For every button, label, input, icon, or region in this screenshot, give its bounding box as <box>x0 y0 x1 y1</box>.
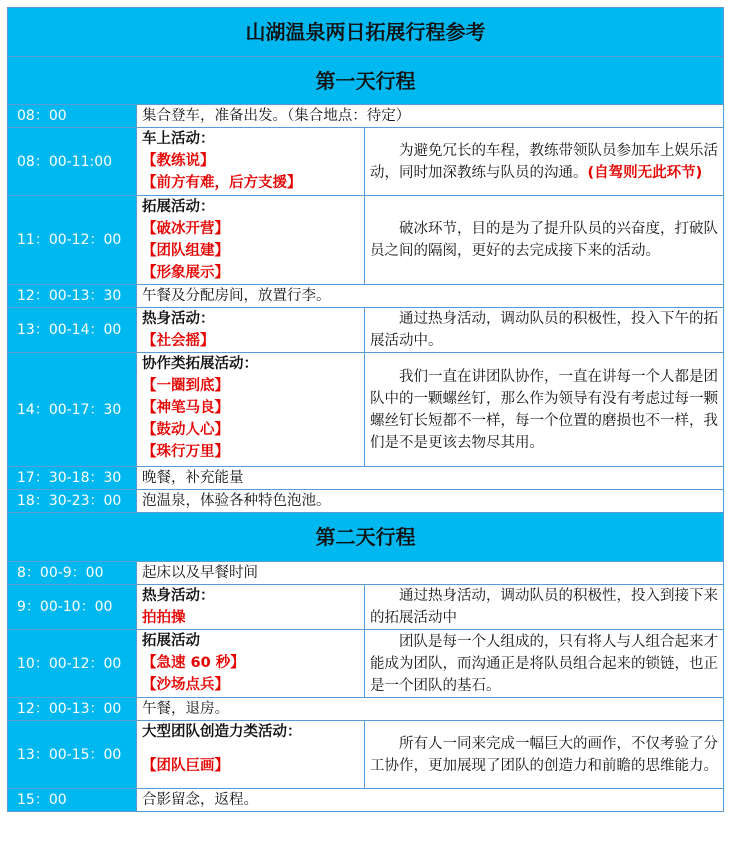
row-time: 15：00 <box>8 789 137 812</box>
activity-item: 【一圈到底】 <box>142 378 229 394</box>
activity-cell <box>137 585 365 630</box>
day2-heading: 第二天行程 <box>8 513 724 562</box>
activity-description: 通过热身活动，调动队员的积极性，投入下午的拓展活动中。 <box>365 308 724 353</box>
row-time: 12：00-13：00 <box>8 698 137 721</box>
activity-description: 所有人一同来完成一幅巨大的画作，不仅考验了分工协作，更加展现了团队的创造力和前瞻的思维能力。 <box>365 721 724 789</box>
activity-item: 拍拍操 <box>142 610 186 626</box>
activity-title: 拓展活动： <box>142 199 215 215</box>
row-time: 11：00-12：00 <box>8 196 137 285</box>
table-row <box>8 196 724 285</box>
row-time: 13：00-15：00 <box>8 721 137 789</box>
document-title: 山湖温泉两日拓展行程参考 <box>8 8 724 57</box>
activity-description: 破冰环节，目的是为了提升队员的兴奋度，打破队员之间的隔阂，更好的去完成接下来的活动。 <box>365 196 724 285</box>
table-row <box>8 308 724 353</box>
activity-item: 【沙场点兵】 <box>142 677 229 693</box>
row-time: 14：00-17：30 <box>8 353 137 467</box>
table-row <box>8 285 724 308</box>
row-time: 12：00-13：30 <box>8 285 137 308</box>
activity-cell <box>137 721 365 789</box>
row-text: 午餐，退房。 <box>137 698 724 721</box>
table-row <box>8 353 724 467</box>
activity-cell <box>137 308 365 353</box>
activity-item: 【珠行万里】 <box>142 444 229 460</box>
table-row <box>8 105 724 128</box>
table-row <box>8 490 724 513</box>
activity-description: 我们一直在讲团队协作，一直在讲每一个人都是团队中的一颗螺丝钉，那么作为领导有没有考虑过每一颗螺丝钉长短都不一样，每一个位置的磨损也不一样，我们是不是更该去物尽其用。 <box>365 353 724 467</box>
activity-item: 【教练说】 <box>142 153 215 169</box>
table-row <box>8 721 724 789</box>
activity-title: 拓展活动 <box>142 633 200 649</box>
itinerary-table <box>7 7 724 812</box>
activity-item: 【鼓动人心】 <box>142 422 229 438</box>
table-row <box>8 585 724 630</box>
activity-title: 热身活动： <box>142 311 215 327</box>
row-text: 晚餐，补充能量 <box>137 467 724 490</box>
row-time: 9：00-10：00 <box>8 585 137 630</box>
activity-title: 协作类拓展活动： <box>142 356 258 372</box>
activity-title: 热身活动： <box>142 588 215 604</box>
row-text: 集合登车，准备出发。（集合地点：待定） <box>137 105 724 128</box>
table-row <box>8 467 724 490</box>
day1-heading: 第一天行程 <box>8 57 724 105</box>
row-text: 起床以及早餐时间 <box>137 562 724 585</box>
activity-item: 【急速 60 秒】 <box>142 655 245 671</box>
activity-item: 【破冰开营】 <box>142 221 229 237</box>
row-text: 泡温泉，体验各种特色泡池。 <box>137 490 724 513</box>
description-note: (自驾则无此环节) <box>587 164 703 181</box>
activity-title: 大型团队创造力类活动： <box>142 724 302 740</box>
row-time: 8：00-9：00 <box>8 562 137 585</box>
row-time: 18：30-23：00 <box>8 490 137 513</box>
activity-item: 【团队组建】 <box>142 243 229 259</box>
activity-description: 团队是每一个人组成的，只有将人与人组合起来才能成为团队，而沟通正是将队员组合起来的锁链，也正是一个团队的基石。 <box>365 630 724 698</box>
activity-item: 【社会摇】 <box>142 333 215 349</box>
table-row <box>8 698 724 721</box>
row-time: 13：00-14：00 <box>8 308 137 353</box>
activity-item: 【团队巨画】 <box>142 758 229 774</box>
table-row <box>8 630 724 698</box>
row-time: 10：00-12：00 <box>8 630 137 698</box>
table-row <box>8 562 724 585</box>
row-text: 合影留念，返程。 <box>137 789 724 812</box>
row-time: 08：00 <box>8 105 137 128</box>
activity-cell <box>137 630 365 698</box>
itinerary-document <box>7 7 723 812</box>
activity-cell <box>137 128 365 196</box>
activity-item: 【前方有难，后方支援】 <box>142 175 302 191</box>
row-time: 17：30-18：30 <box>8 467 137 490</box>
activity-title: 车上活动： <box>142 131 215 147</box>
row-text: 午餐及分配房间，放置行李。 <box>137 285 724 308</box>
row-time: 08：00-11:00 <box>8 128 137 196</box>
activity-description: 通过热身活动，调动队员的积极性，投入到接下来的拓展活动中 <box>365 585 724 630</box>
activity-description <box>365 128 724 196</box>
activity-item: 【形象展示】 <box>142 265 229 281</box>
table-row <box>8 789 724 812</box>
activity-item: 【神笔马良】 <box>142 400 229 416</box>
description-text: 为避免冗长的车程，教练带领队员参加车上娱乐活动，同时加深教练与队员的沟通。 <box>370 142 718 181</box>
activity-cell <box>137 196 365 285</box>
table-row <box>8 128 724 196</box>
activity-cell <box>137 353 365 467</box>
